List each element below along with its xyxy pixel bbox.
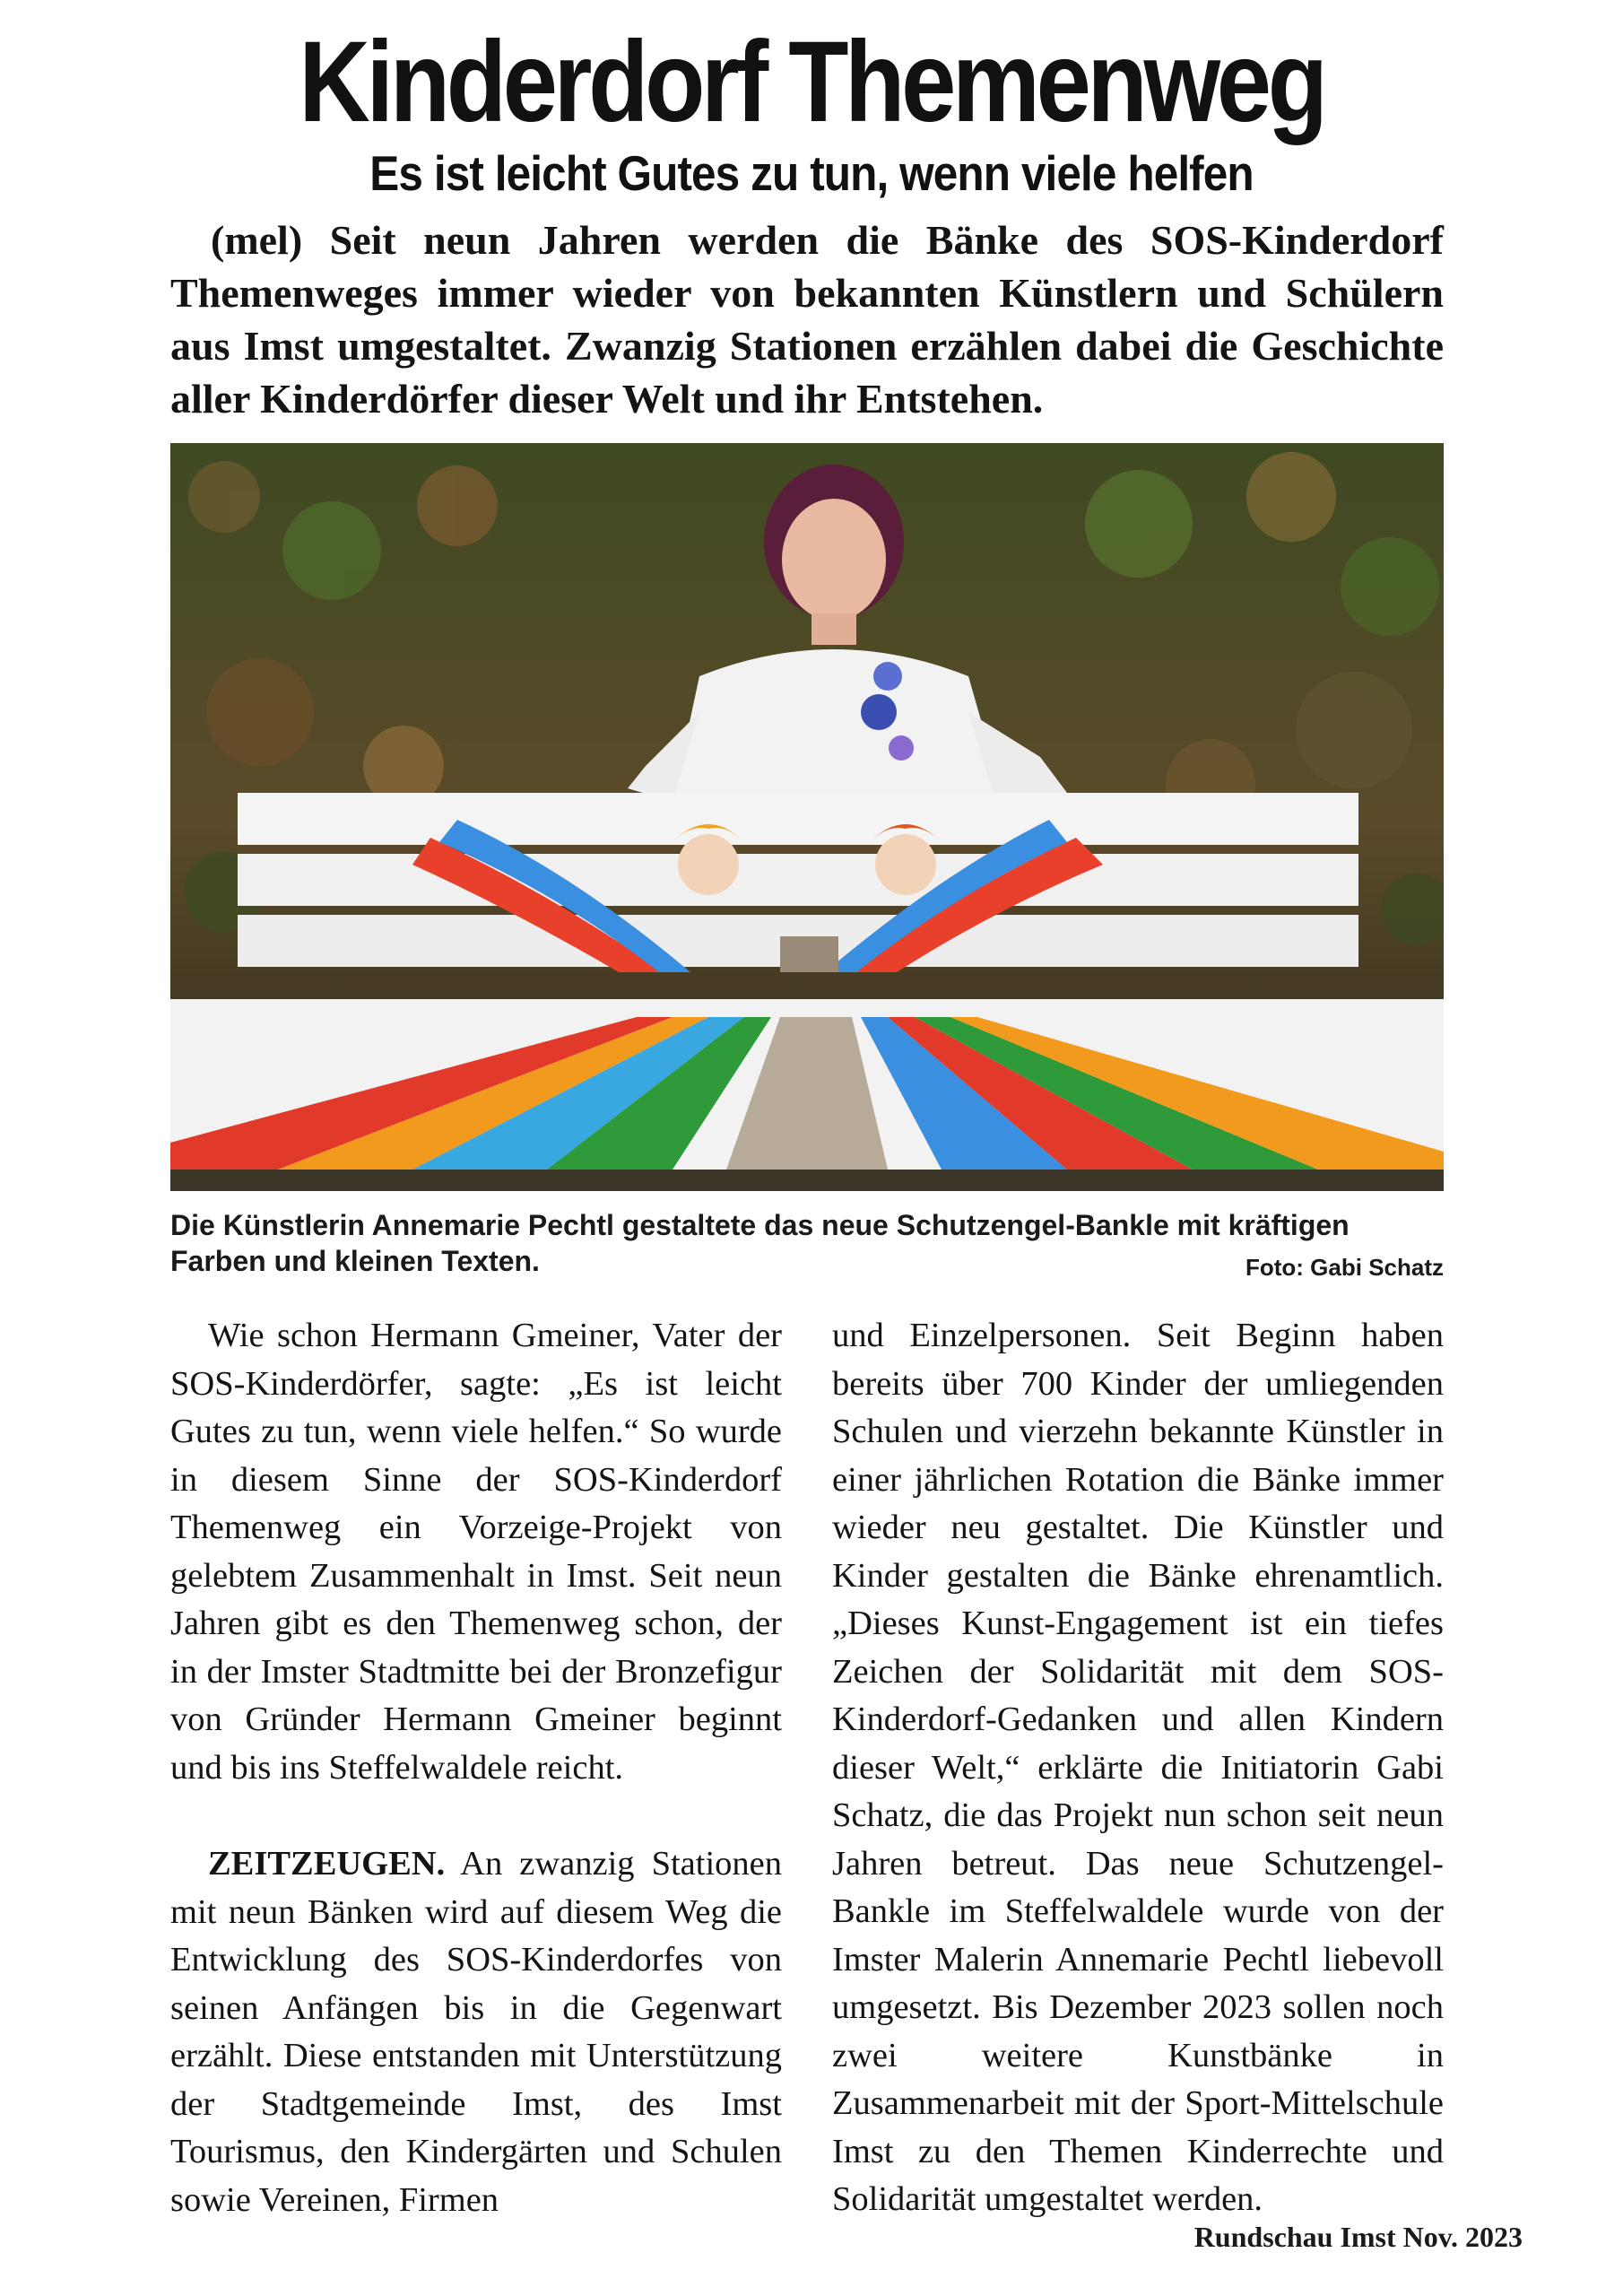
photo-caption: Die Künstlerin Annemarie Pechtl gestaltete das neue Schutzengel-Bankle mit kräftigen Farben und kleinen Texten. — [170, 1209, 1350, 1277]
body-paragraph — [170, 1840, 782, 2224]
subheadline: Es ist leicht Gutes zu tun, wenn viele helfen — [369, 145, 1254, 201]
bench-seat — [170, 999, 1444, 1191]
body-column-left — [170, 1312, 782, 2224]
body-paragraph: und Einzelpersonen. Seit Beginn haben bereits über 700 Kinder der umliegenden Schulen und vierzehn bekannte Künstler in einer jährlichen Rotation die Bänke immer wieder neu gestaltet. Die Künstler und Kinder gestalten die Bänke ehrenamtlich. „Dieses Kunst-Engagement ist ein tiefes Zeichen der Solidarität mit dem SOS-Kinderdorf-Gedanken und allen Kindern dieser Welt,“ erklärte die Initiatorin Gabi Schatz, die das Projekt nun schon seit neun Jahren betreut. Das neue Schutzengel-Bankle im Steffelwaldele wurde von der Imster Malerin Annemarie Pechtl liebevoll umgesetzt. Bis Dezember 2023 sollen noch zwei weitere Kunstbänke in Zusammenarbeit mit der Sport-Mittelschule Imst zu den Themen Kinderrechte und Solidarität umgestaltet werden. — [832, 1317, 1444, 2218]
article-photo — [170, 443, 1444, 1191]
body-column-right — [832, 1312, 1444, 2224]
source-note: Rundschau Imst Nov. 2023 — [1193, 2221, 1523, 2253]
section-kicker: ZEITZEUGEN. — [208, 1845, 446, 1883]
body-text: An zwanzig Stationen mit neun Bänken wird auf diesem Weg die Entwicklung des SOS-Kinderdorfes von seinen Anfängen bis in die Gegenwart erzählt. Diese entstanden mit Unterstützung der Stadtgemeinde Imst, des Imst Tourismus, den Kindergärten und Schulen sowie Vereinen, Firmen — [170, 1845, 782, 2219]
bench-photo-illustration — [170, 443, 1444, 1191]
headline: Kinderdorf Themenweg — [299, 18, 1324, 146]
bench-backrest — [238, 793, 1358, 972]
lead-text: (mel) Seit neun Jahren werden die Bänke des SOS-Kinderdorf Themenweges immer wieder von bekannten Künstlern und Schülern aus Imst umgestaltet. Zwanzig Stationen erzählen dabei die Geschichte aller Kinderdörfer dieser Welt und ihr Entstehen. — [170, 217, 1444, 422]
lead-paragraph — [170, 213, 1444, 425]
body-paragraph: Wie schon Hermann Gmeiner, Vater der SOS-Kinderdörfer, sagte: „Es ist leicht Gutes zu tun, wenn viele helfen.“ So wurde in diesem Sinne der SOS-Kinderdorf Themenweg ein Vorzeige-Projekt von gelebtem Zusammenhalt in Imst. Seit neun Jahren gibt es den Themenweg schon, der in der Imster Stadtmitte bei der Bronzefigur von Gründer Hermann Gmeiner beginnt und bis ins Steffelwaldele reicht. — [170, 1317, 782, 1787]
photo-credit: Foto: Gabi Schatz — [1245, 1254, 1444, 1281]
